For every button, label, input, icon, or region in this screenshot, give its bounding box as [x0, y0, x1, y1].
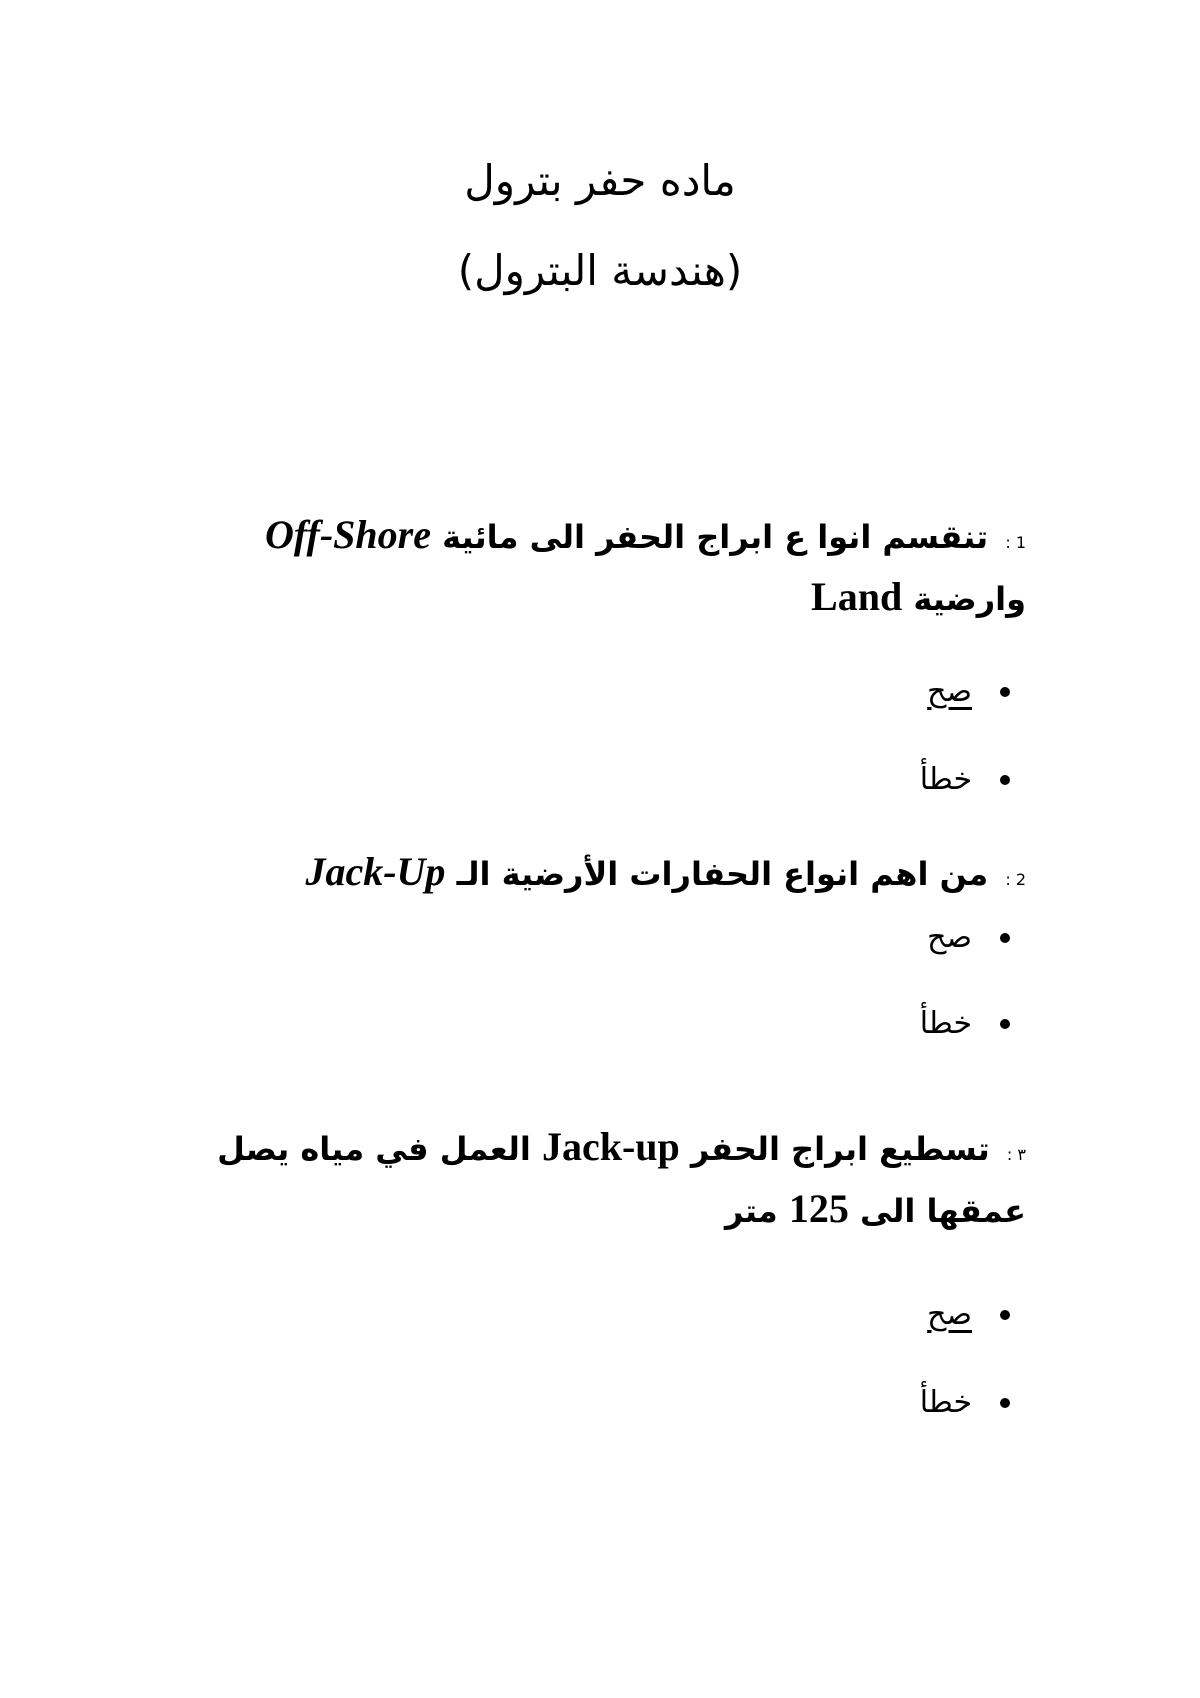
question-text: متر [724, 1192, 778, 1230]
bullet-icon [1000, 1019, 1010, 1029]
option-label: خطأ [919, 762, 972, 797]
answer-option-false[interactable] [920, 1383, 1010, 1423]
option-label: صح [927, 674, 972, 709]
latin-term: Jack-Up [305, 849, 446, 894]
question-number: ٣ : [1006, 1145, 1026, 1164]
bullet-icon [1000, 775, 1010, 785]
option-label: صح [927, 920, 972, 955]
question-text: تسطيع ابراج الحفر [690, 1130, 990, 1168]
answer-option-true[interactable] [927, 672, 1010, 712]
answer-option-true[interactable] [927, 918, 1010, 958]
question-2 [166, 845, 1026, 907]
bullet-icon [1000, 933, 1010, 943]
document-title: ماده حفر بترول [464, 156, 736, 205]
latin-term: Off-Shore [265, 512, 431, 557]
question-text: العمل في مياه يصل عمقها الى [217, 1130, 1026, 1230]
bullet-icon [1000, 1398, 1010, 1408]
question-number: 2 : [1005, 870, 1026, 889]
depth-value: 125 [788, 1186, 849, 1231]
bullet-icon [1000, 687, 1010, 697]
answer-option-false[interactable] [920, 760, 1010, 800]
option-label: خطأ [919, 1006, 972, 1041]
option-label: خطأ [919, 1385, 972, 1420]
question-text: تنقسم انوا ع ابراج الحفر الى مائية [442, 518, 989, 556]
option-label: صح [927, 1297, 972, 1332]
question-1 [166, 508, 1026, 626]
question-number: 1 : [1005, 533, 1026, 552]
answer-option-true[interactable] [927, 1295, 1010, 1335]
bullet-icon [1000, 1310, 1010, 1320]
latin-term: Land [811, 574, 903, 619]
answer-option-false[interactable] [920, 1004, 1010, 1044]
question-3 [166, 1120, 1026, 1238]
document-subtitle: (هندسة البترول) [457, 246, 743, 295]
latin-term: Jack-up [541, 1124, 680, 1169]
question-text: من اهم انواع الحفارات الأرضية الـ [456, 855, 989, 893]
question-text: وارضية [913, 580, 1026, 618]
